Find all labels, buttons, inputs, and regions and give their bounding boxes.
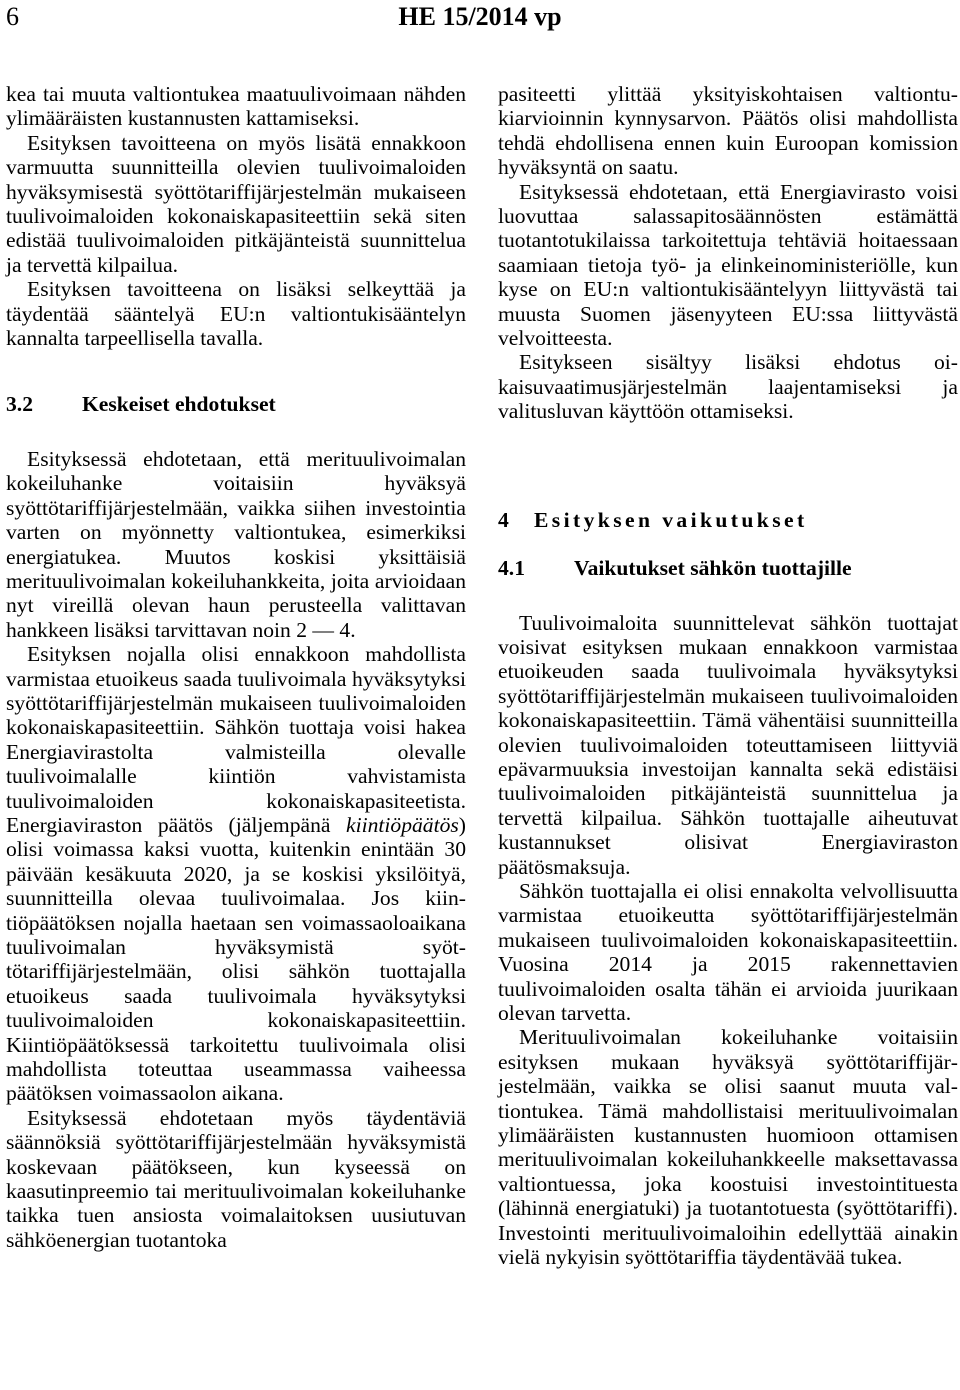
paragraph: Tuulivoimaloita suunnittelevat sähkön tuottajat voisivat esityksen mukaan ennakkoon varmistaa etuoikeuden saada tuulivoimala hyväksytyksi syöttötariffijärjestelmän mukaiseen tuulivoimaloiden kokonaiskapasiteettiin. Tämä vähentäisi suunnitteilla olevien tuulivoimaloiden toteuttamiseen liittyviä epävarmuuksia investoijan kannalta sekä edistäisi tuulivoimaloiden pitkäjänteistä suunnittelua ja tervettä kilpailua. Sähkön tuottajalle aiheutuvat kustannukset olisivat Energiaviraston päätösmaksuja. (498, 610, 958, 879)
paragraph: Esityksessä ehdotetaan myös täydentäviä säännöksiä syöttötariffijärjestelmään hyväksymistä koskevaan päätökseen, kun kyseessä on kaasutinpreemio tai merituulivoimalan kokeiluhanke taikka tuen ansiosta voimalaitoksen uusiutuvan sähköenergian tuotantoka (6, 1105, 466, 1252)
paragraph: Esityksen tavoitteena on myös lisätä ennakkoon varmuutta suunnitteilla olevien tuulivoimaloiden hyväksymisestä syöttötariffijärjestelmän mukaiseen tuulivoimaloiden kokonaiskapasiteettiin sekä siten edistää tuulivoimaloiden pitkäjänteistä suunnittelua ja tervettä kilpailua. (6, 130, 466, 277)
paragraph: Esityksessä ehdotetaan, että merituulivoimalan kokeiluhanke voitaisiin hyväksyä syöttötariffijärjestelmään, vaikka siihen investointia varten on myönnetty valtiontukea, esimerkiksi energiatukea. Muutos koskisi yksittäisiä merituulivoimalan kokeiluhankkeita, joita arvioidaan nyt vireillä olevan haun perusteella valittavan hankkeen lisäksi tarvittavan noin 2 — 4. (6, 446, 466, 642)
paragraph (6, 642, 466, 1106)
section-number: 4.1 (498, 556, 525, 581)
section-title: Keskeiset ehdotukset (82, 392, 276, 417)
section-number: 3.2 (6, 392, 33, 417)
section-heading-4 (498, 508, 958, 532)
section-title: Esityksen vaikutukset (534, 507, 808, 532)
section-heading-4-1 (498, 556, 958, 580)
document-reference: HE 15/2014 vp (398, 2, 562, 31)
paragraph: Esityksessä ehdotetaan, että Energiavirasto voisi luovuttaa salassapitosäännösten estämättä tuotantotukilaissa tarkoitettuja tehtäviä hoitaessaan saamiaan tietoja työ- ja elinkeinoministeriölle, kun kyse on EU:n valtiontukisääntelyyn liittyvästä tai muusta Suomen jäsenyyteen EU:ssa liittyvästä velvoitteesta. (498, 179, 958, 351)
paragraph: kea tai muuta valtiontukea maatuulivoimaan nähden ylimääräisten kustannusten kattamiseksi. (6, 82, 466, 131)
left-column (6, 82, 466, 1252)
paragraph-text: ) olisi voimassa kaksi vuotta, kuitenkin enintään 30 päivään kesäkuuta 2020, ja se koskisi yksilöityä, suunnitteilla olevaa tuulivoimalaa. Jos kiintiöpäätöksen nojalla haetaan sen voimassaoloaikana tuulivoimalan hyväksymistä syöttötariffijärjestelmään, olisi sähkön tuottajalla etuoikeus saada tuulivoimala hyväksytyksi tuulivoimaloiden kokonaiskapasiteettiin. Kiintiöpäätöksessä tarkoitettu tuulivoimala olisi mahdollista toteuttaa useammassa vaiheessa päätöksen voimassaolon aikana. (6, 812, 466, 1106)
section-number: 4 (498, 507, 509, 532)
paragraph-text: Esityksen nojalla olisi ennakkoon mahdollista varmistaa etuoikeus saada tuulivoimala hyväksytyksi syöttötariffijärjestelmän mukaiseen tuulivoimaloiden kokonaiskapasiteettiin. Sähkön tuottaja voisi hakea Energiavirastolta valmisteilla olevalle tuulivoimalalle kiintiön vahvistamista tuulivoimaloiden kokonaiskapasiteetista. Energiaviraston päätös (jäljempänä (6, 642, 466, 837)
paragraph: Merituulivoimalan kokeiluhanke voitaisiin esityksen mukaan hyväksyä syöttötariffijärjestelmään, vaikka se olisi saanut muuta valtiontukea. Tämä mahdollistaisi merituulivoimalan ylimääräisten kustannusten huomioon ottamisen merituulivoimalan kokeiluhankkeelle maksettavassa valtiontuessa, joka koostuisi investointituesta (lähinnä energiatuki) ja tuotantotuesta (syöttötariffi). Investointi merituulivoimaloihin edellyttää ainakin vielä nykyisin syöttötariffia täydentävää tukea. (498, 1025, 958, 1270)
section-title: Vaikutukset sähkön tuottajille (574, 556, 852, 581)
page-number: 6 (6, 2, 19, 31)
paragraph: pasiteetti ylittää yksityiskohtaisen valtiontukiarvioinnin kynnysarvon. Päätös olisi mahdollista tehdä ehdollisena ennen kuin Euroopan komission hyväksyntä on saatu. (498, 82, 958, 180)
paragraph: Esitykseen sisältyy lisäksi ehdotus oikaisuvaatimusjärjestelmän laajentamiseksi ja valitusluvan käyttöön ottamiseksi. (498, 350, 958, 424)
right-column (498, 82, 958, 1269)
paragraph: Sähkön tuottajalla ei olisi ennakolta velvollisuutta varmistaa etuoikeutta syöttötariffijärjestelmän mukaiseen tuulivoimaloiden kokonaiskapasiteettiin. Vuosina 2014 ja 2015 rakennettavien tuulivoimaloiden osalta tähän ei arvioida juurikaan olevan tarvetta. (498, 878, 958, 1025)
paragraph: Esityksen tavoitteena on lisäksi selkeyttää ja täydentää sääntelyä EU:n valtiontukisääntelyn kannalta tarpeellisella tavalla. (6, 277, 466, 351)
section-heading-3-2 (6, 392, 466, 416)
defined-term: kiintiöpäätös (346, 812, 459, 837)
